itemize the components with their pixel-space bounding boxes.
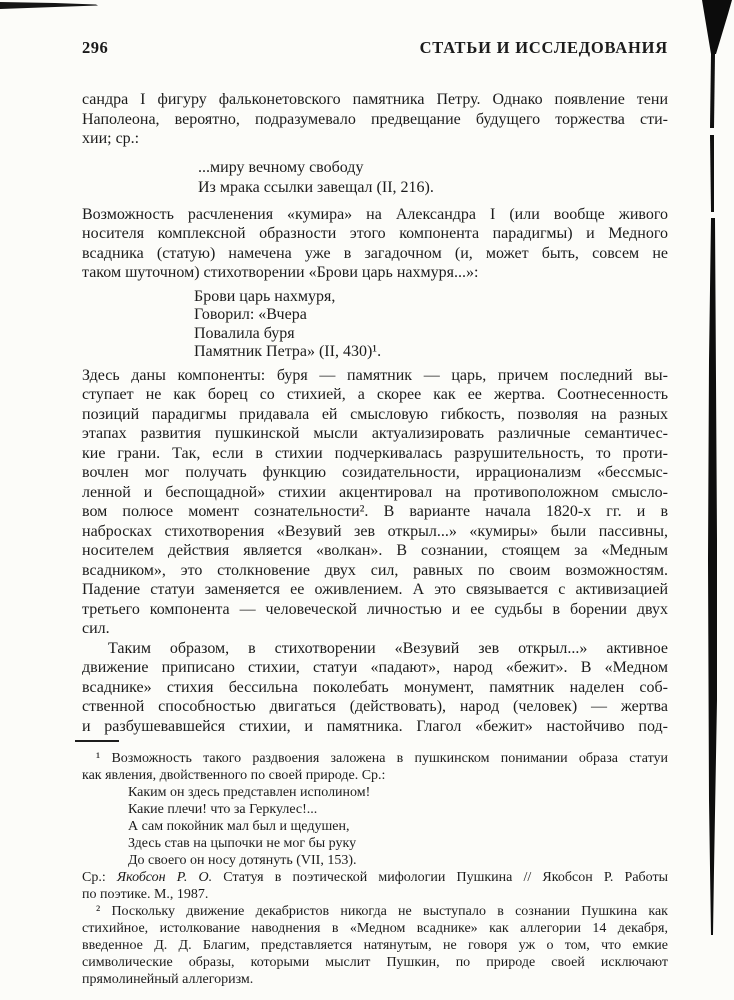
text-line: Падение статуи заменяется ее оживлением. А это связывается с активизацией [82,581,668,598]
text-line: позиций парадигмы придавала ей смысловую гибкость, позволяя на разных [82,405,668,423]
text-line: движение приписано стихии, статуи «падают», народ «бежит». В «Медном [82,659,668,676]
text-line: Повалила буря [194,324,295,342]
binding-shadow-artifact [708,218,717,935]
text-line: Таким образом, в стихотворении «Везувий зев открыл...» активное [108,639,668,657]
text-line: таком шуточном) стихотворении «Брови царь нахмуря...»: [82,264,479,281]
text-line: А сам покойник мал был и щедушен, [128,819,350,834]
text-line: прямолинейный аллегоризм. [82,972,254,987]
text-line: символические образы, которыми мыслит Пушкин, по природе своей исключают [82,955,668,970]
citation-line: по поэтике. М., 1987. [82,887,209,902]
text-line: третьего компонента — человеческой личностью и ее судьбы в борении двух [82,600,668,618]
text-line: Возможность расчленения «кумира» на Александра I (или вообще живого [82,205,668,223]
text-line: стихийное, истолкование наводнения в «Медном всаднике» как аллегории 14 декабря, [82,921,668,936]
text-line: Брови царь нахмуря, [194,287,336,305]
text-line: сил. [82,620,110,637]
text-line: Какие плечи! что за Геркулес!... [128,802,318,817]
text-line: Памятник Петра» (II, 430)¹. [194,343,382,360]
citation-line [82,869,668,886]
text-line: ленной и беспощадной» стихии акцентировал на противоположном смысло- [82,483,668,501]
binding-shadow-artifact [710,135,714,212]
text-line: Здесь став на цыпочки не мог бы руку [128,836,357,851]
footnotes-block [82,750,668,988]
running-head: СТАТЬИ И ИССЛЕДОВАНИЯ [419,38,668,57]
footnote-separator [75,740,119,742]
paragraph [82,639,668,737]
text-line: сандра I фигуру фальконетовского памятника Петру. Однако появление тени [82,91,668,108]
paragraph [82,205,668,283]
footnote-1-text [82,750,668,784]
citation-author: Якобсон Р. О. [116,870,213,885]
text-line: До своего он носу дотянуть (VII, 153). [128,853,357,868]
text-line: носителя комплексной образности этого компонента парадигмы) и Медного [82,225,668,242]
text-line: набросках стихотворения «Везувий зев открыл...» «кумиры» были пассивны, [82,522,668,540]
text-line: вом полюсе момент сознательности². В варианте начала 1820-х гг. и в [82,503,668,520]
text-line: вочлен мог получать функцию созидательности, иррационализм «бессмыс- [82,464,668,481]
citation-prefix: Ср.: [82,870,117,885]
text-line: ственной способностью двигаться (действовать), народ (человек) — жертва [82,698,668,715]
text-line: Говорил: «Вчера [194,306,307,323]
page-number: 296 [82,38,109,57]
citation-title: Статуя в поэтической мифологии Пушкина // Якобсон Р. Работы [212,870,668,885]
text-line: Наполеона, вероятно, подразумевало предвещание будущего торжества сти- [82,110,668,128]
text-line: как явления, двойственного по своей природе. Ср.: [82,768,386,783]
footnote-2 [82,903,668,988]
text-line: Здесь даны компоненты: буря — памятник — царь, причем последний вы- [82,366,668,384]
paragraph [82,90,668,149]
text-line: введенное Д. Д. Благим, представляется натянутым, не говоря уж о том, что емкие [82,938,668,953]
text-line: и разбушевавшейся стихии, и памятника. Глагол «бежит» настойчиво под- [82,717,668,735]
text-line: ¹ Возможность такого раздвоения заложена в пушкинском понимании образа статуи [96,751,668,766]
text-line: ² Поскольку движение декабристов никогда не выступало в сознании Пушкина как [96,904,668,919]
text-line: всаднике» стихия бессильна поколебать монумент, памятник наделен соб- [82,678,668,696]
text-line: Из мрака ссылки завещал (II, 216). [198,178,434,196]
text-line: кие грани. Так, если в стихии подчеркивалась разрушительность, то проти- [82,444,668,462]
text-line: ...миру вечному свободу [198,158,364,176]
text-line: хии; ср.: [82,130,140,147]
verse-quote [194,288,668,362]
binding-shadow-artifact [710,54,715,128]
footnote-1-verse [128,784,668,869]
top-edge-streak-artifact [0,2,98,9]
corner-wedge-artifact [702,0,732,54]
text-line: Каким он здесь представлен исполином! [128,785,371,800]
paragraph [82,366,668,639]
text-line: этапах развития пушкинской мысли актуализировать различные семантичес- [82,425,668,442]
text-line: ступает не как борец со стихией, а скорее как ее жертва. Соотнесенность [82,386,668,403]
text-line: носителем действия является «волкан». В сознании, стоящем за «Медным [82,542,668,559]
page-header [82,38,668,58]
text-line: всадника (статую) намечена уже в загадочном (и, может быть, совсем не [82,244,668,262]
text-column [82,38,668,988]
footnote-1 [82,750,668,903]
verse-quote [198,158,668,198]
text-line: всадником», это столкновение двух сил, равных по своим возможностям. [82,561,668,579]
